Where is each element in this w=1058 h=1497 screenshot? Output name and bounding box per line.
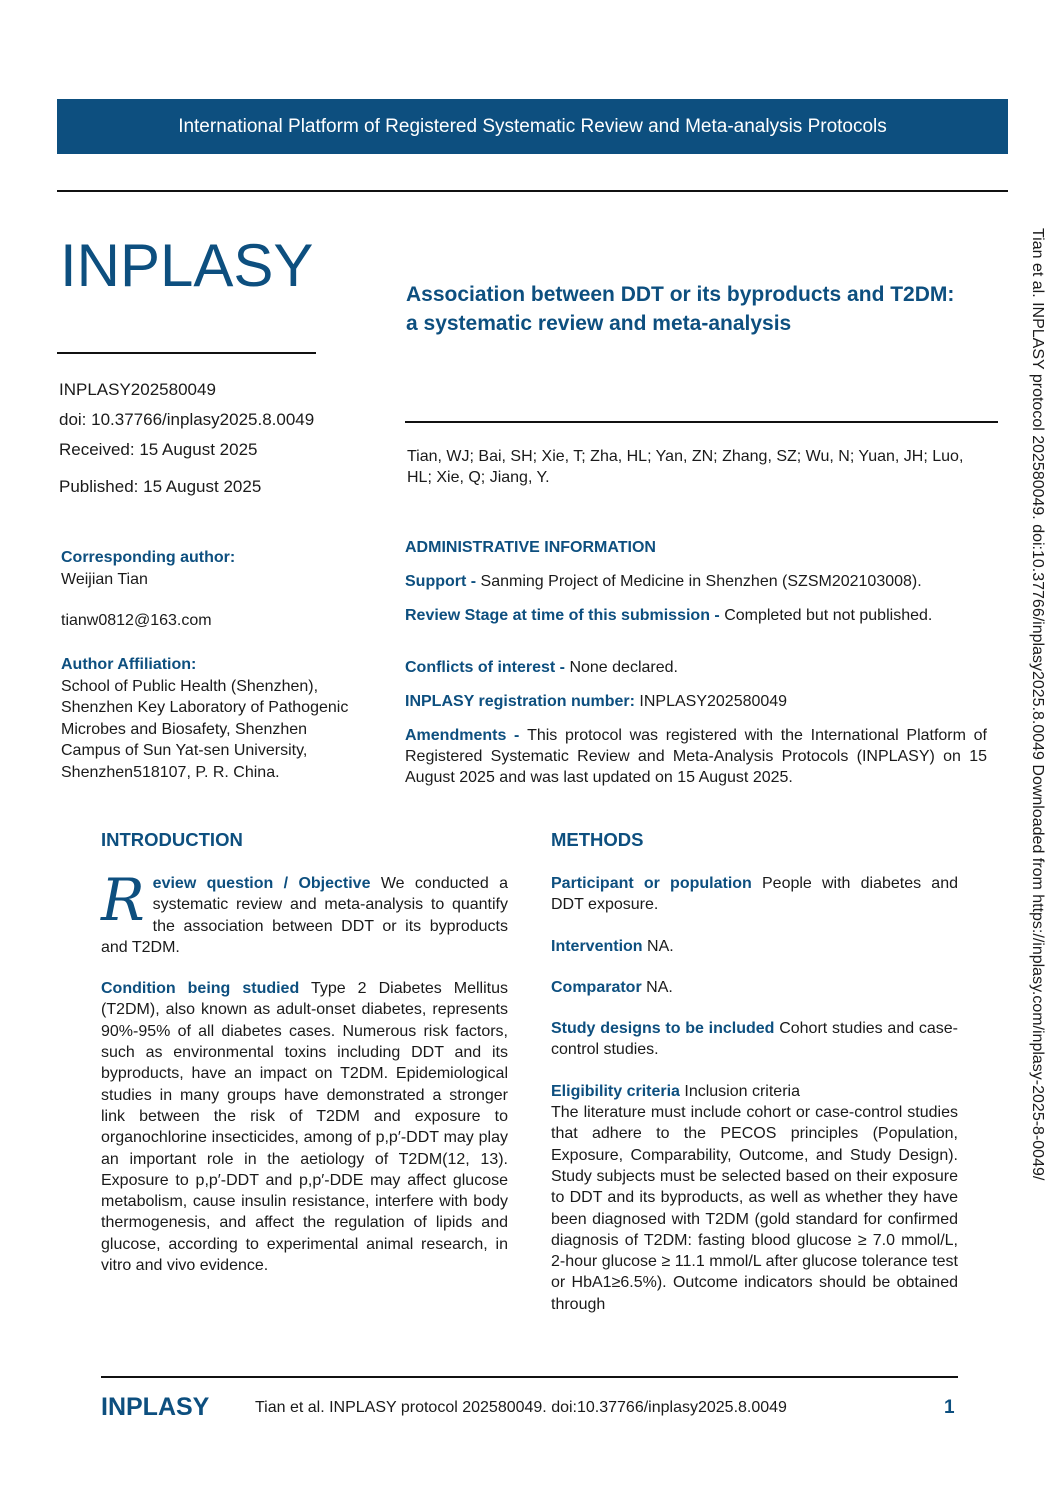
admin-registration	[405, 691, 987, 712]
registration-id: INPLASY202580049	[59, 380, 216, 399]
intervention-para	[551, 936, 958, 957]
eligibility-text: Inclusion criteria	[679, 1082, 800, 1100]
population-label: Participant or population	[551, 875, 752, 892]
methods-column	[551, 873, 958, 1335]
amend-text: This protocol was registered with the International Platform of Registered Systematic Review and Meta-Analysis Protocols (INPLASY) on 15 August 2025 and was last updated on 15 August 2025.	[405, 727, 987, 786]
population-para	[551, 873, 958, 916]
population-text: People with diabetes and DDT exposure.	[551, 875, 958, 914]
stage-label: Review Stage at time of this submission -	[405, 607, 725, 624]
study-design-text: Cohort studies and case-control studies.	[551, 1020, 958, 1059]
eligibility-para	[551, 1081, 958, 1102]
review-question-para	[101, 866, 509, 958]
review-question-text: We conducted a systematic review and meta-analysis to quantify the association between DDT or its byproducts and T2DM.	[101, 875, 509, 956]
footer-citation: Tian et al. INPLASY protocol 202580049. doi:10.37766/inplasy2025.8.0049	[255, 1399, 787, 1416]
amend-label: Amendments -	[405, 727, 528, 744]
admin-heading	[405, 537, 987, 558]
logo-rule	[57, 352, 316, 354]
title-rule	[405, 421, 998, 423]
intervention-text: NA.	[642, 937, 674, 955]
received-date: Received: 15 August 2025	[59, 440, 258, 459]
admin-conflicts	[405, 657, 987, 678]
admin-heading-text: ADMINISTRATIVE INFORMATION	[405, 539, 656, 556]
corresponding-email[interactable]: tianw0812@163.com	[61, 612, 212, 629]
footer-rule	[101, 1376, 958, 1378]
condition-text: Type 2 Diabetes Mellitus (T2DM), also known as adult-onset diabetes, represents 90%-95% of all diabetes cases. Numerous risk factors, such as environmental toxins including DDT and its byproducts, have an impact on T2DM. Epidemiological studies in many groups have demonstrated a stronger link between the risk of T2DM and exposure to organochlorine insecticides, among of p,p′-DDT may play an important role in the aetiology of T2DM(12, 13). Exposure to p,p′-DDT and p,p′-DDE may affect glucose metabolism, cause insulin resistance, interfere with body thermogenesis, and affect the regulation of lipids and glucose, according to experimental animal research, in vitro and vivo evidence.	[101, 980, 508, 1275]
study-design-para	[551, 1018, 958, 1061]
article-title: Association between DDT or its byproducts and T2DM: a systematic review and meta-analysis	[406, 283, 955, 335]
condition-label: Condition being studied	[101, 980, 300, 998]
doi: doi: 10.37766/inplasy2025.8.0049	[59, 410, 315, 429]
intervention-label: Intervention	[551, 937, 643, 955]
drop-cap: R	[101, 866, 145, 934]
affiliation-text: School of Public Health (Shenzhen), Shenzhen Key Laboratory of Pathogenic Microbes and Biosafety, Shenzhen Campus of Sun Yat-sen University, Shenzhen518107, P. R. China.	[61, 677, 349, 781]
admin-stage	[405, 605, 987, 626]
comparator-text: NA.	[641, 978, 673, 996]
introduction-column	[101, 866, 509, 1296]
side-citation: Tian et al. INPLASY protocol 202580049. doi:10.37766/inplasy2025.8.0049 Downloaded from https://inplasy.com/inplasy-2025-8-0049/	[1029, 228, 1046, 1181]
admin-amendments	[405, 725, 987, 788]
comparator-label: Comparator	[551, 978, 642, 996]
reg-label: INPLASY registration number:	[405, 693, 640, 710]
affiliation-label: Author Affiliation:	[61, 656, 197, 673]
author-list: Tian, WJ; Bai, SH; Xie, T; Zha, HL; Yan, ZN; Zhang, SZ; Wu, N; Yuan, JH; Luo, HL; Xie, Q; Jiang, Y.	[407, 448, 964, 486]
admin-support	[405, 571, 987, 592]
eligibility-label: Eligibility criteria	[551, 1082, 680, 1100]
corresponding-label: Corresponding author:	[61, 549, 236, 566]
published-date: Published: 15 August 2025	[59, 477, 262, 496]
introduction-heading: INTRODUCTION	[101, 829, 243, 850]
support-text: Sanming Project of Medicine in Shenzhen (SZSM202103008).	[480, 573, 922, 590]
review-question-label: eview question / Objective	[152, 875, 371, 892]
header-rule	[57, 190, 1008, 192]
comparator-para	[551, 977, 958, 998]
study-design-label: Study designs to be included	[551, 1020, 775, 1038]
reg-text: INPLASY202580049	[639, 693, 788, 710]
journal-banner	[57, 99, 1008, 154]
banner-text: International Platform of Registered Systematic Review and Meta-analysis Protocols	[178, 115, 887, 137]
corresponding-name: Weijian Tian	[61, 570, 148, 588]
corresponding-author	[61, 547, 361, 632]
author-affiliation	[61, 654, 351, 783]
stage-text: Completed but not published.	[724, 607, 933, 624]
support-label: Support -	[405, 573, 481, 590]
conflicts-label: Conflicts of interest -	[405, 659, 570, 676]
condition-para	[101, 978, 508, 1276]
conflicts-text: None declared.	[569, 659, 678, 676]
footer-logo: INPLASY	[101, 1393, 210, 1421]
inplasy-logo: INPLASY	[60, 232, 314, 299]
page-number: 1	[944, 1397, 955, 1418]
eligibility-body: The literature must include cohort or case-control studies that adhere to the PECOS principles (Population, Exposure, Comparability, Outcome, and Study Design). Study subjects must be selected based on their exposure to DDT and its byproducts, as well as whether they have been diagnosed with T2DM (gold standard for confirmed diagnosis of T2DM: fasting blood glucose ≥ 7.0 mmol/L, 2-hour glucose ≥ 11.1 mmol/L after glucose tolerance test or HbA1≥6.5%). Outcome indicators should be obtained through	[551, 1104, 958, 1313]
methods-heading: METHODS	[551, 829, 644, 850]
